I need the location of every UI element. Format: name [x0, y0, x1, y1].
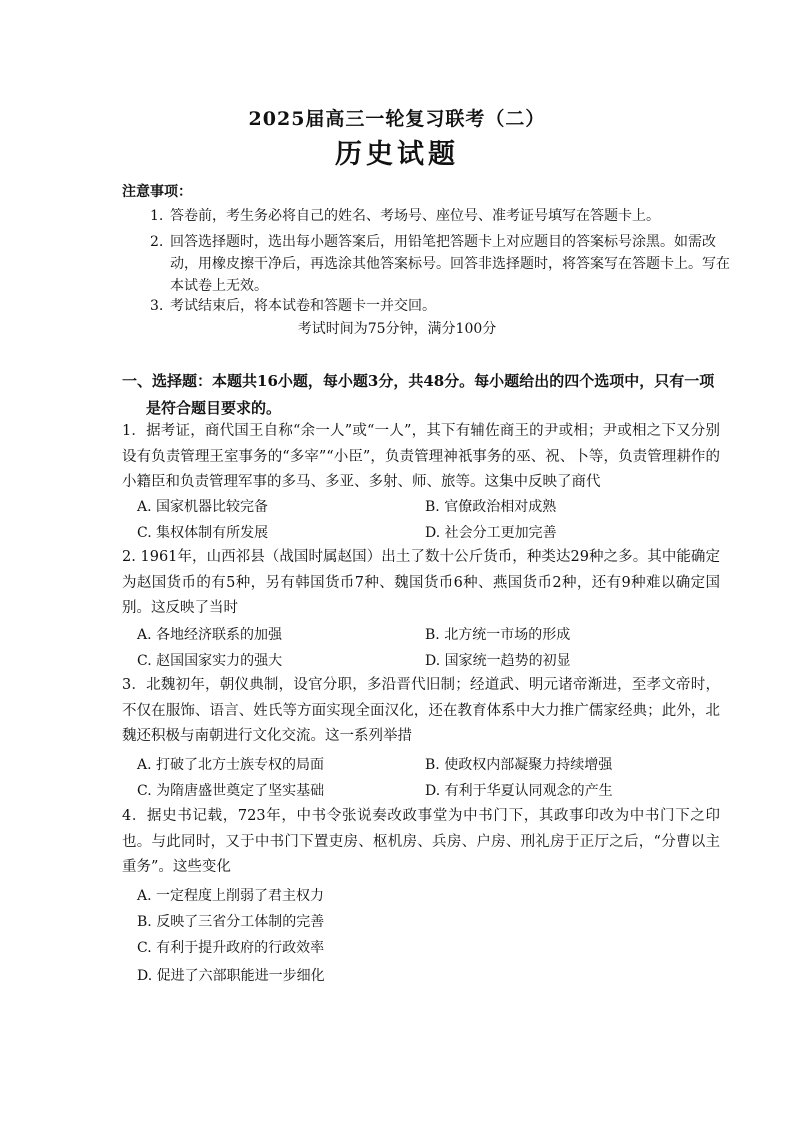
question-3-option-d: D. 有利于华夏认同观念的产生 [425, 783, 613, 799]
subject-title: 历史试题 [335, 139, 459, 170]
notice-item-text: 回答选择题时，选出每小题答案后，用铅笔把答题卡上对应题目的答案标号涂黑。如需改动，用橡皮擦干净后，再选涂其他答案标号。回答非选择题时，将答案写在答题卡上。写在本试卷上无效。 [170, 234, 730, 294]
question-1-stem: 1．据考证，商代国王自称“余一人”或“一人”，其下有辅佐商王的尹或相；尹或相之下又分别设有负责管理王室事务的“多宰”“小臣”，负责管理神祇事务的巫、祝、卜等，负责管理耕作的小籍臣和负责管理军事的多马、多亚、多射、师、旅等。这集中反映了商代 [122, 423, 720, 490]
exam-time: 考试时间为75分钟，满分100分 [297, 321, 497, 337]
section-heading [122, 368, 722, 422]
notice-item-number: 1. [150, 208, 164, 224]
notice-item-text: 答卷前，考生务必将自己的姓名、考场号、座位号、准考证号填写在答题卡上。 [170, 208, 660, 224]
question-4-option-c: C. 有利于提升政府的行政效率 [137, 940, 325, 956]
question-4-option-b: B. 反映了三省分工体制的完善 [137, 914, 325, 930]
question-1-option-b: B. 官僚政治相对成熟 [425, 499, 557, 515]
question-2-option-b: B. 北方统一市场的形成 [425, 627, 571, 643]
notice-item-number: 3. [150, 298, 164, 314]
question-2-option-d: D. 国家统一趋势的初显 [425, 653, 571, 669]
question-2-option-a: A. 各地经济联系的加强 [137, 627, 283, 643]
notice-item-3 [150, 295, 730, 317]
question-1-option-d: D. 社会分工更加完善 [425, 525, 557, 541]
question-3-option-c: C. 为隋唐盛世奠定了坚实基础 [137, 783, 325, 799]
notice-item-number: 2. [150, 234, 164, 250]
section-heading-line2: 是符合题目要求的。 [146, 399, 282, 417]
question-1-option-a: A. 国家机器比较完备 [137, 499, 269, 515]
question-4-stem: 4．据史书记载，723年，中书令张说奏改政事堂为中书门下，其政事印改为中书门下之印也。与此同时，又于中书门下置吏房、枢机房、兵房、户房、刑礼房于正厅之后，“分曹以主重务”。这些变化 [122, 808, 720, 875]
question-1-option-c: C. 集权体制有所发展 [137, 525, 269, 541]
notice-item-text: 考试结束后，将本试卷和答题卡一并交回。 [170, 298, 436, 314]
question-4-option-a: A. 一定程度上削弱了君主权力 [137, 888, 325, 904]
question-3-stem: 3．北魏初年，朝仪典制，设官分职，多沿晋代旧制；经道武、明元诸帝渐进，至孝文帝时，不仅在服饰、语言、姓氏等方面实现全面汉化，还在教育体系中大力推广儒家经典；此外，北魏还积极与南朝进行文化交流。这一系列举措 [122, 677, 720, 744]
question-2-option-c: C. 赵国国家实力的强大 [137, 653, 283, 669]
section-heading-line1: 一、选择题：本题共16小题，每小题3分，共48分。每小题给出的四个选项中，只有一项 [122, 372, 715, 390]
notice-heading: 注意事项： [122, 184, 192, 200]
question-3-option-b: B. 使政权内部凝聚力持续增强 [425, 757, 613, 773]
question-2-stem: 2. 1961年，山西祁县（战国时属赵国）出土了数十公斤货币，种类达29种之多。其中能确定为赵国货币的有5种，另有韩国货币7种、魏国货币6种、燕国货币2种，还有9种难以确定国别。这反映了当时 [122, 549, 720, 616]
notice-item-1 [150, 205, 730, 227]
notice-item-2 [150, 231, 730, 297]
question-4-option-d: D. 促进了六部职能进一步细化 [137, 968, 325, 984]
question-3-option-a: A. 打破了北方士族专权的局面 [137, 757, 325, 773]
exam-title: 2025届高三一轮复习联考（二） [248, 108, 546, 130]
